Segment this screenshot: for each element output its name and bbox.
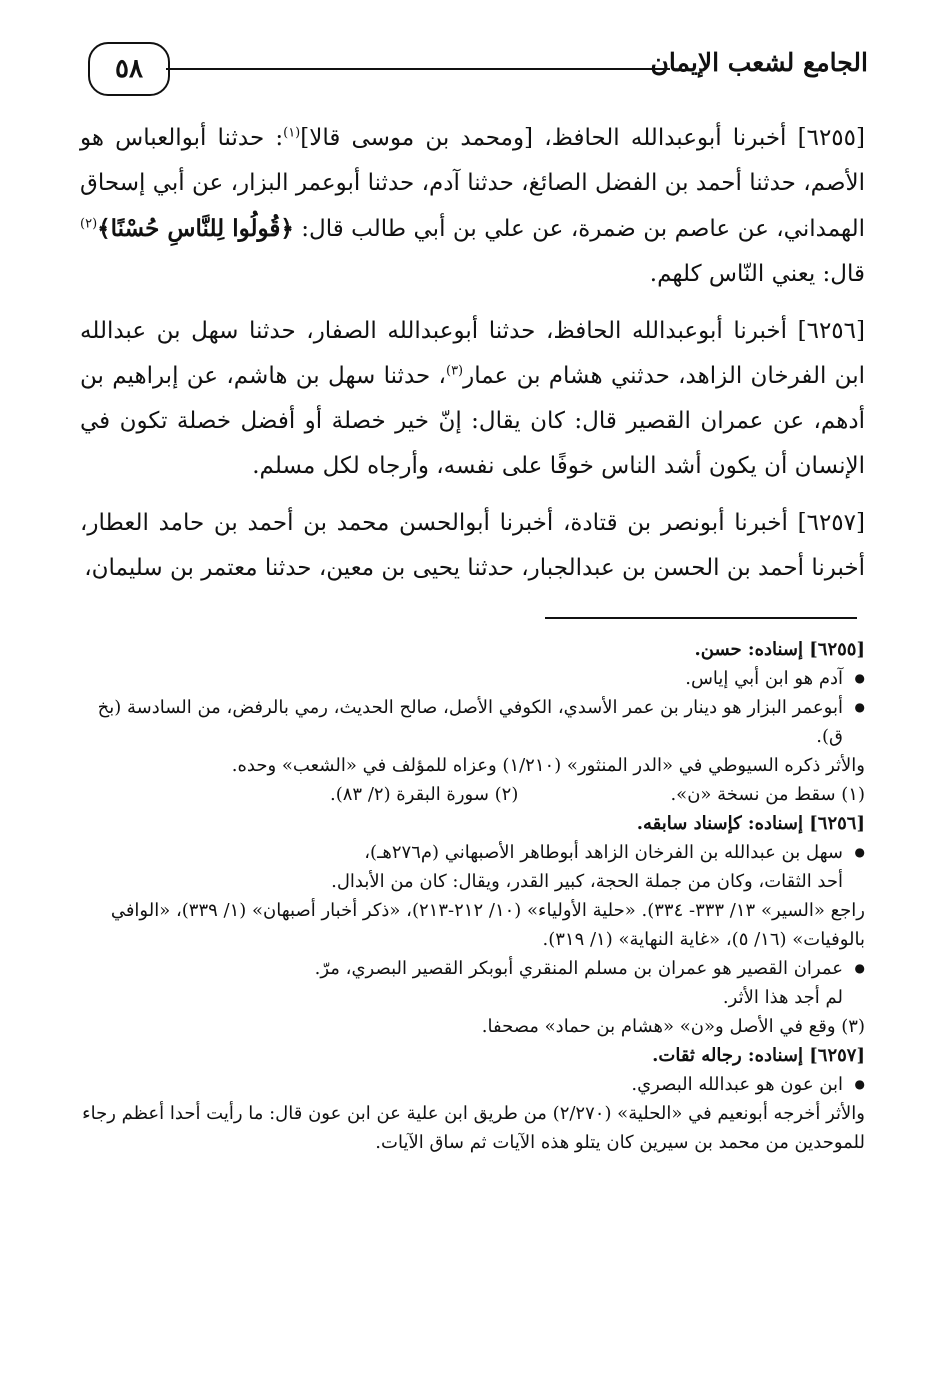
footnote-ref-1[interactable]: (١) — [283, 125, 301, 141]
note-text: والأثر ذكره السيوطي في «الدر المنثور» (١/٢١٠) وعزاه للمؤلف في «الشعب» وحده. — [231, 755, 865, 776]
text: [٦٢٥٥] أخبرنا أبوعبدالله الحافظ، [ومحمد بن موسى قالا] — [300, 125, 865, 151]
text: : حدثنا أبوالعباس هو الأصم، حدثنا أحمد بن الفضل الصائغ، حدثنا آدم، حدثنا أبوعمر البزار، عن أبي إسحاق الهمداني، عن عاصم بن ضمرة، عن علي بن أبي طالب قال: — [80, 125, 865, 242]
note-label: [٦٢٥٦] إسناده: — [747, 813, 865, 834]
note-text: لم أجد هذا الأثر. — [722, 987, 843, 1008]
footnote-3: (٣) وقع في الأصل و«ن» «هشام بن حماد» مصحفا. — [481, 1016, 865, 1037]
paragraph-6255 — [80, 116, 865, 297]
footnote-separator — [545, 617, 857, 619]
note-bullet: ● سهل بن عبدالله بن الفرخان الزاهد أبوطاهر الأصبهاني (م٢٧٦هـ)، — [80, 838, 865, 867]
page-number-badge: ٥٨ — [88, 42, 170, 96]
note-grade: حسن. — [694, 639, 748, 660]
footnote-1: (١) سقط من نسخة «ن». — [670, 784, 865, 805]
text: [٦٢٥٦] أخبرنا أبوعبدالله الحافظ، حدثنا أبوعبدالله الصفار، حدثنا سهل بن عبدالله ابن الفرخان الزاهد، حدثني هشام بن عمار — [80, 318, 865, 389]
footnotes-1-2 — [80, 780, 865, 809]
paragraph-6257: [٦٢٥٧] أخبرنا أبونصر بن قتادة، أخبرنا أبوالحسن محمد بن أحمد بن حامد العطار، أخبرنا أحمد بن الحسن بن عبدالجبار، حدثنا يحيى بن معين، حدثنا معتمر بن سليمان، — [80, 510, 865, 581]
main-text — [80, 116, 865, 603]
note-text: والأثر أخرجه أبونعيم في «الحلية» (٢/٢٧٠) من طريق ابن علية عن ابن عون قال: ما رأيت أحدا أعظم رجاء للموحدين من محمد بن سيرين كان يتلو هذه الآيات ثم ساق الآيات. — [82, 1103, 865, 1153]
note-text: راجع «السير» ١٣/ ٣٣٣- ٣٣٤). «حلية الأولياء» (١٠/ ٢١٢-٢١٣)، «ذكر أخبار أصبهان» (١/ ٣٣٩)، «الوافي بالوفيات» (١٦/ ٥)، «غاية النهاية» (١/ ٣١٩). — [110, 900, 865, 950]
note-6256-heading — [80, 809, 865, 838]
note-bullet: ● عمران القصير هو عمران بن مسلم المنقري أبوبكر القصير البصري، مرّ. — [80, 954, 865, 983]
header-rule — [166, 68, 670, 70]
footnotes — [80, 635, 865, 1157]
note-6257-heading — [80, 1041, 865, 1070]
note-bullet: ● ابن عون هو عبدالله البصري. — [80, 1070, 865, 1099]
note-text: أحد الثقات، وكان من جملة الحجة، كبير القدر، ويقال: كان من الأبدال. — [331, 871, 843, 892]
note-label: [٦٢٥٧] إسناده: — [747, 1045, 865, 1066]
note-bullet: ● أبوعمر البزار هو دينار بن عمر الأسدي، الكوفي الأصل، صالح الحديث، رمي بالرفض، من السادسة (بخ ق). — [80, 693, 865, 751]
note-6255-heading — [80, 635, 865, 664]
note-label: [٦٢٥٥] إسناده: — [747, 639, 865, 660]
footnote-2: (٢) سورة البقرة (٢/ ٨٣). — [330, 784, 519, 805]
footnote-ref-2[interactable]: (٢) — [80, 216, 98, 232]
text: قال: يعني النّاس كلهم. — [649, 261, 865, 287]
running-title: الجامع لشعب الإيمان — [650, 48, 868, 77]
text: ، حدثنا سهل بن هاشم، عن إبراهيم بن أدهم، عن عمران القصير قال: كان يقال: إنّ خير خصلة أو أفضل خصلة تكون في الإنسان أن يكون أشد الناس خوفًا على نفسه، وأرجاه لكل مسلم. — [80, 363, 865, 479]
quran-verse: ﴿قُولُوا لِلنَّاسِ حُسْنًا﴾ — [97, 215, 294, 242]
page-header — [88, 40, 868, 100]
paragraph-6256 — [80, 309, 865, 489]
note-bullet: ● آدم هو ابن أبي إياس. — [80, 664, 865, 693]
note-grade: رجاله ثقات. — [652, 1045, 748, 1066]
note-grade: كإسناد سابقه. — [636, 813, 748, 834]
footnote-ref-3[interactable]: (٣) — [445, 363, 464, 379]
